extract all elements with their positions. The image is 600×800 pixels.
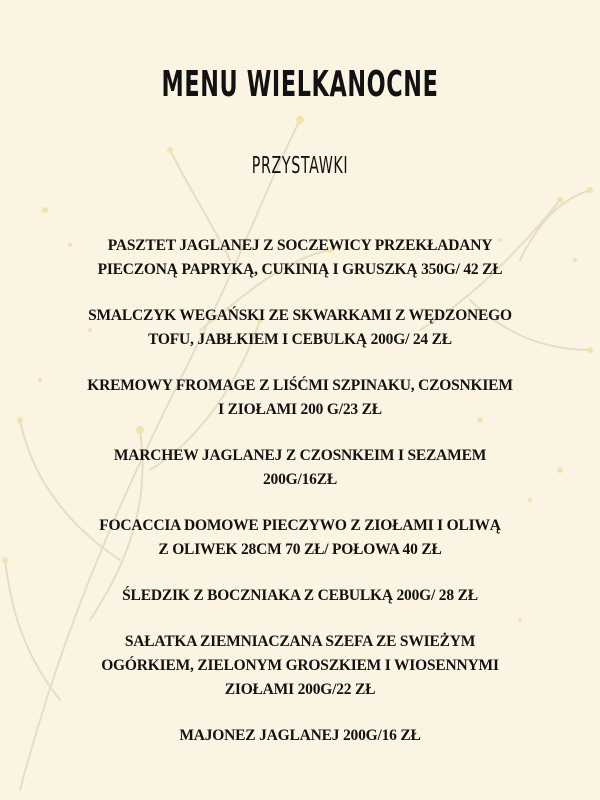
menu-item-line: 200G/16ZŁ — [263, 471, 337, 488]
menu-item-line: TOFU, JABŁKIEM I CEBULKĄ 200G/ 24 ZŁ — [148, 331, 452, 348]
menu-title: MENU WIELKANOCNE — [161, 64, 439, 105]
menu-item-line: SAŁATKA ZIEMNIACZANA SZEFA ZE SWIEŻYM — [124, 633, 476, 650]
menu-item-line: ŚLEDZIK Z BOCZNIAKA Z CEBULKĄ 200G/ 28 ZŁ — [122, 587, 478, 604]
menu-item-majonez — [40, 724, 560, 748]
menu-item-line: I ZIOŁAMI 200 G/23 ZŁ — [218, 401, 382, 418]
menu-item-marchew — [40, 444, 560, 492]
menu-item-line: PASZTET JAGLANEJ Z SOCZEWICY PRZEKŁADANY — [107, 237, 493, 254]
menu-item-line: MAJONEZ JAGLANEJ 200G/16 ZŁ — [179, 727, 421, 744]
menu-item-line: OGÓRKIEM, ZIELONYM GROSZKIEM I WIOSENNYMI — [101, 657, 499, 674]
menu-item-pasztet — [40, 234, 560, 282]
menu-item-line: PIECZONĄ PAPRYKĄ, CUKINIĄ I GRUSZKĄ 350G/ 42 ZŁ — [97, 261, 503, 278]
menu-item-fromage — [40, 374, 560, 422]
menu-item-sledzik — [40, 584, 560, 608]
menu-item-line: FOCACCIA DOMOWE PIECZYWO Z ZIOŁAMI I OLIWĄ — [99, 517, 501, 534]
menu-item-line: Z OLIWEK 28CM 70 ZŁ/ POŁOWA 40 ZŁ — [158, 541, 442, 558]
menu-item-list — [40, 234, 560, 770]
menu-item-line: KREMOWY FROMAGE Z LIŚĆMI SZPINAKU, CZOSNKIEM — [87, 377, 513, 394]
menu-item-salatka — [40, 630, 560, 702]
menu-item-line: MARCHEW JAGLANEJ Z CZOSNKEIM I SEZAMEM — [113, 447, 487, 464]
menu-item-focaccia — [40, 514, 560, 562]
menu-item-line: SMALCZYK WEGAŃSKI ZE SKWARKAMI Z WĘDZONEGO — [88, 307, 512, 324]
menu-item-line: ZIOŁAMI 200G/22 ZŁ — [224, 681, 376, 698]
menu-item-smalczyk — [40, 304, 560, 352]
section-heading: PRZYSTAWKI — [251, 153, 349, 179]
